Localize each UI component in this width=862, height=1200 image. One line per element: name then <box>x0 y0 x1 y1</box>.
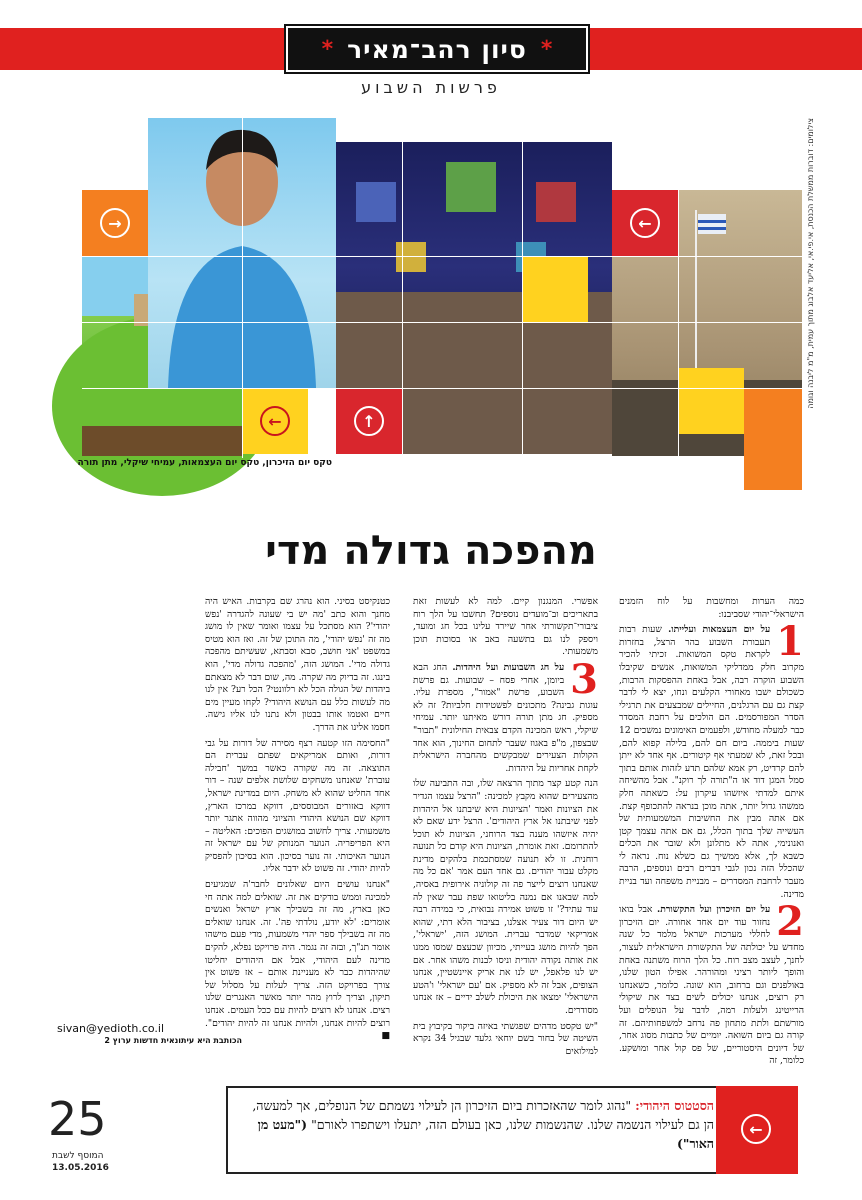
paragraph: "החסימה הזו קטעה רצף מסירה של דורות על גבי דורות, ואותם אמריקאים שפתם עברית הם התוצאה. זה מה שקורה כאשר במשך 'חבילה עוברת' שאנחנו משחקים שלושת אלפים שנה – דור אחד החליט שהוא לא משחק. היום במדינת ישראל, דווקא באזורים המבוססים, דווקא במרכז הארץ, דווקא שם הנושא היהודי והציוני מהווה אתגר יותר משמעותי. צריך לחשוב במושגים הפוכים: האליטה – היא הפריפריה. הנוער המנותק של עם ישראל זה הנוער האיכותי. זה נוער בסיכון. הוא בסיכון להפסיק להיות יהודי. זה פשוט לא ידבר אליו. <box>205 737 390 875</box>
orange-block <box>744 388 802 490</box>
grid-line <box>678 118 679 458</box>
yellow-block <box>522 256 588 322</box>
section-number: 2 <box>776 898 804 946</box>
grid-line <box>402 118 403 458</box>
section-title: פרשות השבוע <box>361 78 501 97</box>
arrow-right-icon: → <box>100 208 130 238</box>
quote-text: "נהוג לומר שהאזכרות ביום הזיכרון הן לעילוי נשמתם של הנופלים, אך למעשה, הן גם לעילוי הנשמה שלנו. שהנשמות שלנו, כאן בעולם הזה, יתעלו וישתפרו לאורם" <box>252 1098 714 1132</box>
grid-line <box>522 118 523 458</box>
photo-collage <box>82 118 802 490</box>
section-text: החג הבא ביומן, אחרי פסח – שבועות. גם פרשת השבוע, פרשת "אמור", מספרת עליו. עוגות גבינה? מתכונים לפשטידות חלביות? זה לא מספיק. חג מתן תורה דורש מאיתנו יותר. עמיחי שיקלי, ראש המכינה הקדם צבאית החילונית "תבור" שבצפון, מ"פ באגוז שעבר לתחום החינוך, הוא אחד הקולות הצעירים שמבקשים מהחברה הישראלית לקחת אחריות על היהדות. <box>413 661 598 774</box>
quote-source: ("מעט מן האור") <box>257 1117 714 1151</box>
section-lead: על יום העצמאות ועלייתו. <box>668 624 771 636</box>
paragraph: כטנקיסט בסיני. הוא נהרג שם בקרבות. האיש היה מחנך והוא כתב 'מה יש בי שעונה להגדרה 'נפש יהודי'? הוא מסתכל על עצמו ואומר שאין לו מושג מה זה 'נפש יהודי', מה התוכן של זה. ואז הוא מטיס במשפט 'אני חושב, סבא וסבתא, שעשיתם מהפכה גדולה מדי'. המושג הזה, 'מהפכה גדולה מדי', הוא בינגו. זה בדיוק מה שקרה. מה, שום דבר לא מצאתם ביהדות של הגולה הכל לא רלוונטי? הכל רע? אין לנו מה לעשות כלל עם הנושא היהודי? לקחו מעיין מים חיים ואטמו אותו בבטון ולא נתנו לנו אליו גישה. חסמו אלינו את הדרך. <box>205 596 390 733</box>
arrow-left-icon: ← <box>741 1114 771 1144</box>
star-icon: * <box>321 36 334 62</box>
author-bio: הכותבת היא עיתונאית חדשות ערוץ 2 <box>104 1036 242 1045</box>
article-column-1 <box>619 596 804 1067</box>
grid-line <box>242 118 243 458</box>
red-block <box>336 388 402 454</box>
end-mark: ■ <box>381 1030 390 1042</box>
section-lead: על יום הזיכרון ועל התקשורת. <box>657 904 771 916</box>
footer-red-block <box>716 1086 798 1174</box>
arrow-left-icon: ← <box>630 208 660 238</box>
page-number: 25 <box>48 1092 107 1146</box>
article-column-2 <box>413 596 598 1057</box>
intro-paragraph: כמה הערות ומחשבות על לוח הזמנים הישראלי־יהודי שסביבנו: <box>619 596 804 620</box>
paragraph: אפשרי. המנגנון קיים. למה לא לעשות זאת בתאריכים וב־מועדים נוספים? תחשבו על הלך רוח ציבורי־תקשורתי אחר שיירד עלינו בכל חג ומועד, ויספק לנו גם בתשעה באב או בסוכות תוכן משמעותי. <box>413 596 598 658</box>
arrow-up-icon: ↑ <box>354 406 384 436</box>
grid-line <box>82 322 802 323</box>
author-email[interactable]: sivan@yedioth.co.il <box>57 1022 165 1035</box>
section-text: אבל בואו נחזור עוד יום אחד אחורה. יום הזיכרון לחללי מערכות ישראל מלמד כל שנה מחדש על יכולתה של התקשורת הישראלית לעצור, לחנך, לעצב מצב רוח. כל הלך הרוח משתנה באחת והופך ליותר רציני ומהורהר. אפילו הטון שלנו, באולפנים וגם ברחוב, הוא שונה. כלומר, כשאנחנו רק רוצים, אנחנו יכולים לשים בצד את שיקולי הרייטינג ולעלות רמה, לדבר על הנופלים ועל מורשתם ולתת מתחון פה נרחב למשפחותיהם. זה קורה גם ביום השואה. יומיים של כתבות מסוג אחר, של דיונים היסטוריים, של פס קול אחר ומושקע. כלומר, זה <box>619 904 804 1067</box>
grid-line <box>82 388 802 389</box>
paragraph: הנה קטע קצר מתוך הרצאה שלו, ובה התביעה שלו מהצעירים שהוא מקבץ למכינה: "הרצל עצמו הגדיר את הציונות ואמר 'הציונות היא שיבתנו אל היהדות לפני שיבתנו אל ארץ היהודים'. הרצל ידע שאם לא יהיה איזשהו מענה בצד הרוחני, הציונות לא תוכל להתרומם. זאת אומרת, הציונות היא קודם כל תנועה רוחנית. זו לא תנועה שמסתכמת בלהקים מדינת מקלט עבור יהודים. גם אחד העם אמר 'אם כל מה שאנחנו רוצים לייצר פה זה קולוניה אירופית באסיה, למה שבאנו אם נמנה בליטואו שפת עבר שאין לה עוד עתיד?' זו פשוט אמירה נבואית, כי במידה רבה יש היום דור צעיר אצלנו, בציבור הלא דתי, שהוא אמריקאי שמדבר עברית. המושג הזה, 'ישראלי', הפך להיות מושג בעייתי, מכיוון שכעצם שמסו ממנו את אותה נקודה יהודית וניסו לבנות משהו אחר. אם יש לנו פלאפל, יש לנו את אריק איינשטיין, אנחנו הצופים, אבל זה לא מספיק. אם 'עם ישראלי' ו'הטע הישראלי' ימצאו את היכולת לשלב ידיים – אז אנחנו מסודרים. <box>413 778 598 1016</box>
red-block <box>612 190 678 256</box>
photo-caption: טקס יום הזיכרון, טקס יום העצמאות, עמיחי שיקלי, מתן תורה <box>77 458 332 468</box>
author-title-box <box>286 26 588 72</box>
grid-line <box>82 256 802 257</box>
section-lead: על חג השבועות ועל היהדות. <box>452 661 565 673</box>
article-column-3 <box>205 596 390 1042</box>
paragraph-text: "אנחנו עושים היום שאלונים לחבר'ה שמגיעים למכינה וממש בודקים את זה. שואלים למה אתה חי כאן בארץ, מה זה בשבילך ארץ ישראל ואנשים אומרים: 'לא יודע, נולדתי פה'. זה. אנחנו שואלים מה זה בשבילך ספר יהדי משמעות, מדי פעם מישהו אומר תנ"ך, ובזה זה נגמר. היה פרויקט נפלא, להקים מדינה לעם היהודי, אבל אם היהודים יחליטו שהיהדות כבר לא מעניינת אותם – אז פשוט אין צורך בפרויקט הזה. צריך לעלות על מסלול של תיקון, וצריך לרוץ מהר יותר מאשר האנגרים שלנו רצים. אנחנו לא רוצים להיות עם ככל העמים. אנחנו רוצים להיות אנחנו, ולהיות אנחנו זה להיות יהודים". <box>205 879 390 1029</box>
section-number: 1 <box>776 618 804 666</box>
section-text: שעות רבות תעבורת השבוע בהר הרצל, בחזרות לקראת טקס המשואות. זכיתי להכיר מקרוב חלק ממדליקי המשואות, אנשים שקיבלו השבוע הוקרה רבה, אבל באחת ההפסקות הרבות, כשכולם ישבו מאחורי הקלעים ונחו, יצא לי לדבר קצת גם עם הרגלנים, החיילים שמבצעים את תרגילי הסדר המפורסמים. הם הולכים על רחבת המסדר כבר למעלה מחודש, ולפעמים האימונים נמשכים 12 שעות ביממה. ביום חם להם, בלילה קפוא להם, ובכל זאת, לא שמעתי אף קיטורים. אף אחד לא ייתן להם קרדיט, רק אמא שלהם תדע לזהות אותם בתוך סמל המגן דוד או ה"תורה לך רוקנ". אבל מהשיחה איתם למדתי איזשהו עיקרון על: כשאתה חלק ממשהו גדול יותר, אתה מוכן בנראה להתכופף קצת. אם אתה מבין את החשיבות המשמעותית של העשייה שלך בתוך הכלל, גם אם אתה עצמך קטן ואנונימי, אתה לא מתלונן ולא שובר את הכלים כשבא לך, אלא ממשיך גם כשלא נוח. נראה לי שהכלל הזה נכון לגבי דברים רבים ונוספים, הרבה מעבר לרחבת המסדרים – מבניית משפחה ועד בניית מדינה. <box>619 624 804 900</box>
star-icon: * <box>540 36 553 62</box>
supplement-name: המוסף לשבת <box>52 1151 104 1161</box>
section-number: 3 <box>570 655 598 703</box>
article-headline: מהפכה גדולה מדי <box>265 528 597 574</box>
issue-date: 13.05.2016 <box>52 1163 109 1173</box>
section-3 <box>413 655 598 775</box>
paragraph <box>205 879 390 1043</box>
quote-label: הסטטוס היהודי: <box>635 1098 714 1113</box>
quote-text-block <box>244 1096 714 1153</box>
orange-block <box>82 190 148 256</box>
photo-credit: צילומים: דוברות ממשלת הכנסת, אי.פי.אי, אליעד אלבוג מתוך עמית, מ"מ ליבנה וגומה <box>806 118 815 409</box>
paragraph: "יש טקסט מדהים שפגשתי באיזה ביקור בקיבוץ בית השיטה של בחור בשם יוחאי גלעד שבגיל 34 נקרא למילואים <box>413 1020 598 1057</box>
author-name: סיון רהב־מאיר <box>347 34 527 64</box>
section-1 <box>619 618 804 901</box>
section-2 <box>619 898 804 1068</box>
yellow-block <box>678 368 744 434</box>
yellow-block <box>242 388 308 454</box>
arrow-left-icon: ← <box>260 406 290 436</box>
